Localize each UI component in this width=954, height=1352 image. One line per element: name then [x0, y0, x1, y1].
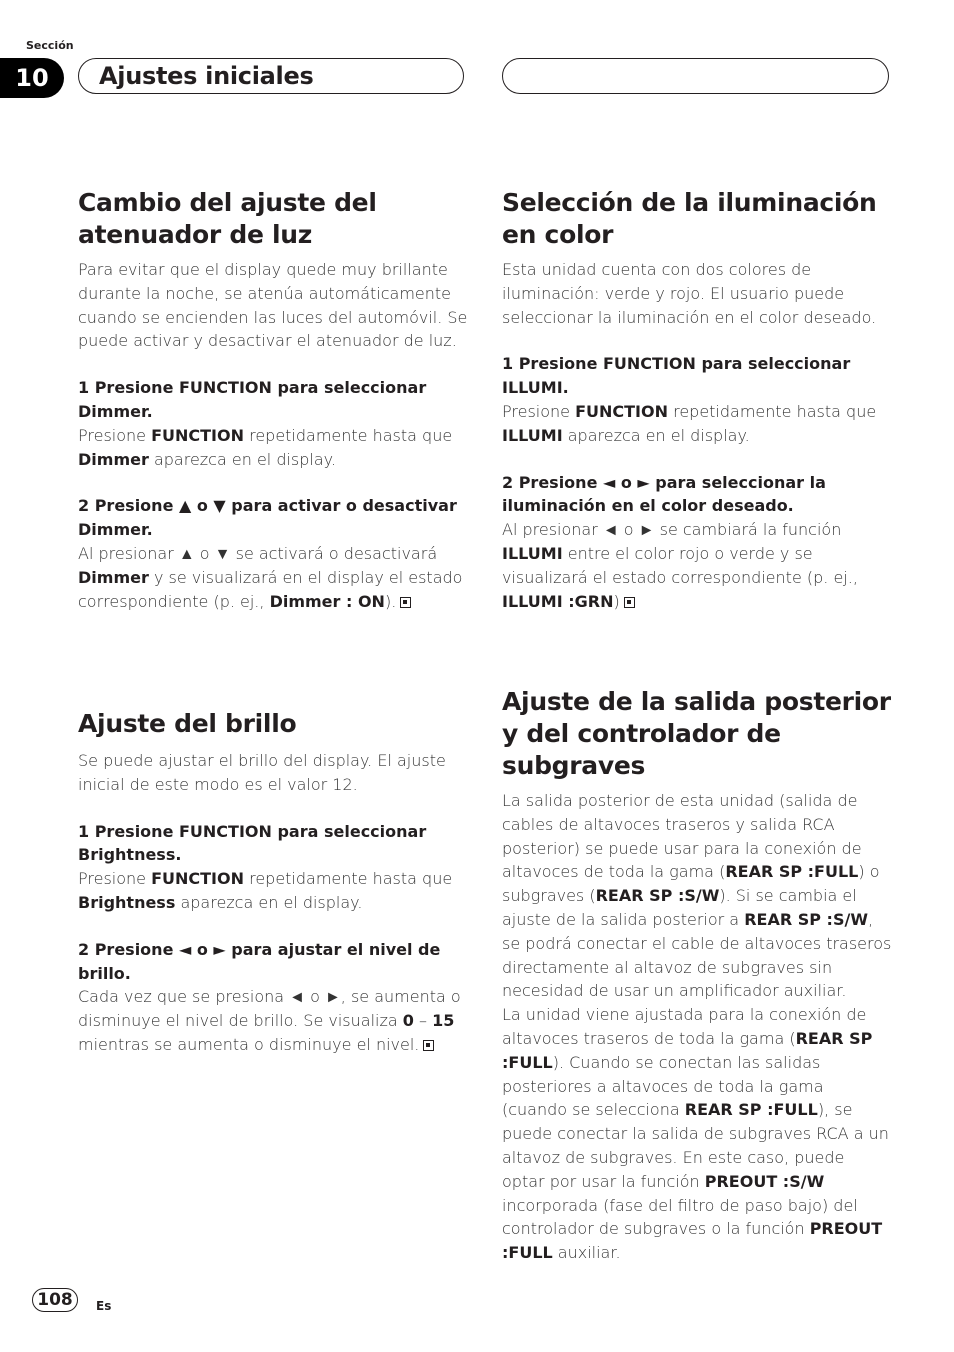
dimmer-heading: Cambio del ajuste del atenuador de luz: [78, 188, 377, 249]
brillo-step1-text: Presione FUNCTION repetidamente hasta que Brightness aparezca en el display.: [78, 869, 453, 912]
language-code: Es: [96, 1299, 112, 1313]
section-title-box: [78, 58, 464, 94]
rear-paragraph-2: La unidad viene ajustada para la conexión de altavoces traseros de toda la gama (REAR SP :FULL). Cuando se conectan las salidas posteriores a altavoces de toda la gama (cuando se selecciona REAR SP :FULL), se puede conectar la salida de subgraves RCA a un altavoz de subgraves. En este caso, puede optar por usar la función PREOUT :S/W incorporada (fase del filtro de paso bajo) del controlador de subgraves o la función PREOUT :FULL auxiliar.: [502, 1005, 889, 1263]
end-mark-icon: [400, 597, 411, 608]
illumi-step2-title: 2 Presione ◄ o ► para seleccionar la iluminación en el color deseado.: [502, 472, 826, 516]
dimmer-section: [78, 187, 468, 613]
illumi-section: [502, 187, 892, 613]
brillo-step2-title: 2 Presione ◄ o ► para ajustar el nivel de brillo.: [78, 939, 441, 983]
end-mark-icon: [423, 1040, 434, 1051]
section-label: Sección: [26, 39, 74, 52]
illumi-heading: Selección de la iluminación en color: [502, 188, 877, 249]
rear-section: [502, 686, 892, 1265]
illumi-step1-title: 1 Presione FUNCTION para seleccionar ILLUMI.: [502, 354, 851, 398]
dimmer-step1-title: 1 Presione FUNCTION para seleccionar Dimmer.: [78, 378, 427, 421]
brillo-heading: Ajuste del brillo: [78, 709, 297, 738]
illumi-step2-text: Al presionar ◄ o ► se cambiará la función ILLUMI entre el color rojo o verde y se visualizará el estado correspondiente (p. ej., ILLUMI :GRN): [502, 520, 858, 611]
rear-paragraph-1: La salida posterior de esta unidad (salida de cables de altavoces traseros y salida RCA posterior) se puede usar para la conexión de altavoces de toda la gama (REAR SP :FULL) o subgraves (REAR SP :S/W). Si se cambia el ajuste de la salida posterior a REAR SP :S/W, se podrá conectar el cable de altavoces traseros directamente al altavoz de subgraves sin necesidad de usar un amplificador auxiliar.: [502, 791, 892, 1001]
section-title: Ajustes iniciales: [99, 62, 314, 90]
dimmer-step1-text: Presione FUNCTION repetidamente hasta que Dimmer aparezca en el display.: [78, 425, 453, 469]
brillo-step1-title: 1 Presione FUNCTION para seleccionar Brightness.: [78, 821, 427, 865]
section-title-box-empty: [502, 58, 889, 94]
brillo-section: [78, 708, 468, 1057]
illumi-intro: Esta unidad cuenta con dos colores de iluminación: verde y rojo. El usuario puede seleccionar la iluminación en el color deseado.: [502, 260, 877, 327]
brillo-step2-text: Cada vez que se presiona ◄ o ►, se aumenta o disminuye el nivel de brillo. Se visualiza 0 – 15 mientras se aumenta o disminuye el nivel.: [78, 987, 461, 1054]
end-mark-icon: [624, 597, 635, 608]
rear-heading: Ajuste de la salida posterior y del controlador de subgraves: [502, 687, 891, 780]
brillo-intro: Se puede ajustar el brillo del display. El ajuste inicial de este modo es el valor 12.: [78, 751, 446, 794]
section-number-badge: 10: [0, 58, 64, 98]
dimmer-step2-title: 2 Presione ▲ o ▼ para activar o desactivar Dimmer.: [78, 496, 457, 540]
dimmer-step2-text: Al presionar ▲ o ▼ se activará o desactivará Dimmer y se visualizará en el display el estado correspondiente (p. ej., Dimmer : ON).: [78, 543, 463, 611]
dimmer-intro: Para evitar que el display quede muy brillante durante la noche, se atenúa automáticamente cuando se encienden las luces del automóvil. Se puede activar y desactivar el atenuador de luz.: [78, 260, 468, 351]
page-number: 108: [32, 1288, 78, 1312]
illumi-step1-text: Presione FUNCTION repetidamente hasta que ILLUMI aparezca en el display.: [502, 401, 877, 445]
